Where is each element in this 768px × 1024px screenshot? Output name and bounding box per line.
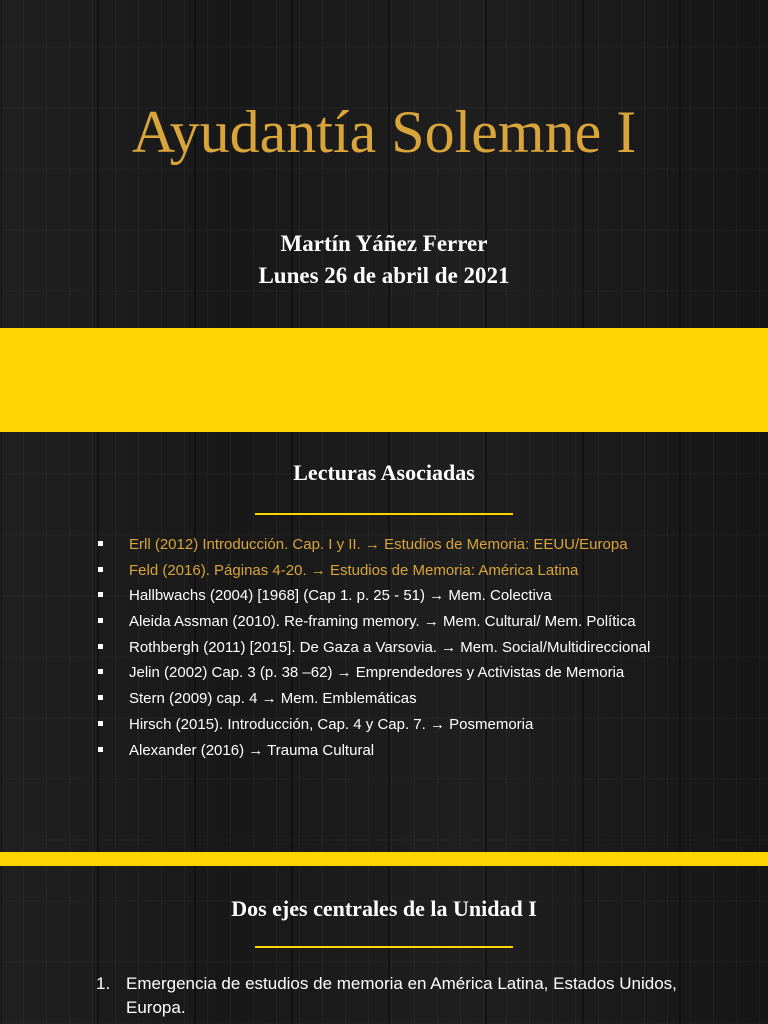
square-bullet-icon <box>98 618 103 623</box>
square-bullet-icon <box>98 592 103 597</box>
readings-slide <box>0 432 768 852</box>
reading-item <box>94 536 694 553</box>
item-number: 1. <box>96 974 111 993</box>
readings-title: Lecturas Asociadas <box>293 460 475 485</box>
reading-text: Rothbergh (2011) [2015]. De Gaza a Varsovia. → Mem. Social/Multidireccional <box>129 638 651 656</box>
square-bullet-icon <box>98 721 103 726</box>
reading-item <box>94 664 694 681</box>
presentation-date: Lunes 26 de abril de 2021 <box>258 263 510 288</box>
yellow-band <box>0 328 768 432</box>
reading-text: Hirsch (2015). Introducción, Cap. 4 y Cap. 7. → Posmemoria <box>129 715 534 733</box>
reading-text: Feld (2016). Páginas 4-20. → Estudios de Memoria: América Latina <box>129 561 579 579</box>
square-bullet-icon <box>98 695 103 700</box>
axis-text: Emergencia de estudios de memoria en América Latina, Estados Unidos, Europa. <box>126 974 677 1017</box>
yellow-divider <box>0 852 768 866</box>
title-underline <box>255 513 513 515</box>
axes-slide <box>0 866 768 1024</box>
reading-text: Stern (2009) cap. 4 → Mem. Emblemáticas <box>129 690 417 708</box>
reading-text: Alexander (2016) → Trauma Cultural <box>129 741 375 759</box>
author-name: Martín Yáñez Ferrer <box>280 231 488 256</box>
subtitle-block <box>0 228 768 292</box>
title-underline <box>255 946 513 948</box>
presentation-title: Ayudantía Solemne I <box>131 99 637 165</box>
square-bullet-icon <box>98 541 103 546</box>
reading-text: Erll (2012) Introducción. Cap. I y II. → Estudios de Memoria: EEUU/Europa <box>129 536 628 553</box>
axes-title: Dos ejes centrales de la Unidad I <box>231 896 537 921</box>
reading-item <box>94 742 694 759</box>
reading-item <box>94 587 694 604</box>
reading-item <box>94 690 694 707</box>
reading-text: Hallbwachs (2004) [1968] (Cap 1. p. 25 - 51) → Mem. Colectiva <box>129 587 552 605</box>
reading-item <box>94 562 694 579</box>
square-bullet-icon <box>98 669 103 674</box>
square-bullet-icon <box>98 644 103 649</box>
reading-text: Jelin (2002) Cap. 3 (p. 38 –62) → Emprendedores y Activistas de Memoria <box>129 664 625 682</box>
axes-list <box>96 972 716 1020</box>
reading-text: Aleida Assman (2010). Re-framing memory. → Mem. Cultural/ Mem. Política <box>129 613 636 631</box>
title-slide <box>0 0 768 328</box>
axis-item <box>96 972 716 1020</box>
reading-list <box>94 536 694 767</box>
reading-item <box>94 613 694 630</box>
reading-item <box>94 639 694 656</box>
square-bullet-icon <box>98 567 103 572</box>
reading-item <box>94 716 694 733</box>
square-bullet-icon <box>98 747 103 752</box>
